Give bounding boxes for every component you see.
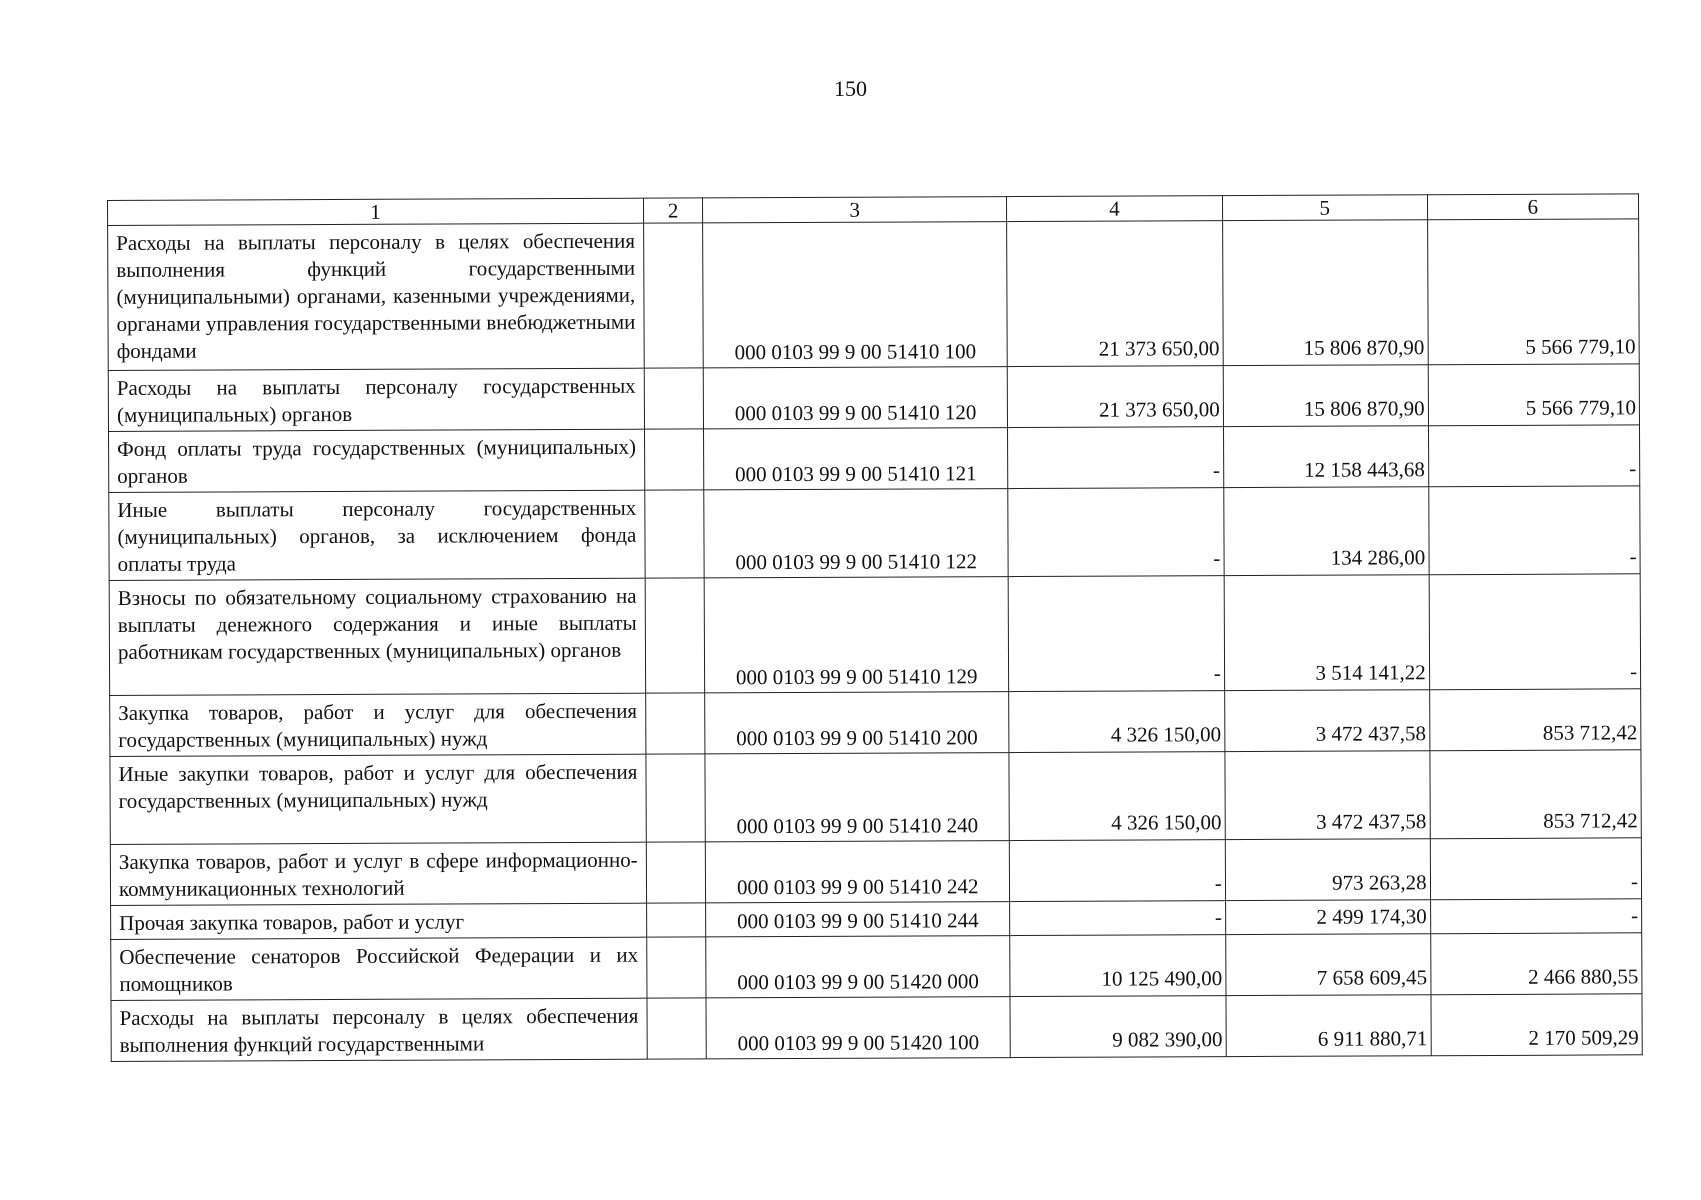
row-name: Иные закупки товаров, работ и услуг для обеспечения государственных (муниципальных) нужд [110, 754, 646, 844]
row-col4: 4 326 150,00 [1009, 752, 1225, 841]
row-code: 000 0103 99 9 00 51410 242 [705, 841, 1009, 903]
row-col6: - [1430, 838, 1642, 900]
row-col5: 15 806 870,90 [1222, 220, 1427, 366]
table-body [108, 219, 1643, 1062]
row-col5: 15 806 870,90 [1223, 365, 1428, 427]
row-col5: 973 263,28 [1225, 839, 1430, 901]
row-col5: 3 472 437,58 [1224, 690, 1429, 752]
row-code: 000 0103 99 9 00 51410 121 [704, 428, 1008, 490]
row-col4: 10 125 490,00 [1010, 935, 1226, 997]
row-col6: 5 566 779,10 [1427, 219, 1639, 365]
row-name: Иные выплаты персоналу государственных (муниципальных) органов, за исключением фонда оплаты труда [109, 490, 645, 580]
row-code: 000 0103 99 9 00 51410 240 [705, 753, 1009, 842]
header-col-4: 4 [1007, 196, 1223, 222]
row-col2 [647, 998, 707, 1059]
row-col2 [646, 754, 706, 842]
row-col2 [645, 578, 705, 693]
header-col-3: 3 [703, 197, 1007, 223]
row-name: Расходы на выплаты персоналу государственных (муниципальных) органов [108, 368, 644, 431]
page-number: 150 [834, 76, 867, 101]
table-row [111, 933, 1642, 1001]
table-row [110, 838, 1641, 906]
row-col6: - [1428, 425, 1640, 487]
header-col-1: 1 [108, 198, 644, 225]
row-col2 [647, 937, 707, 998]
table-row [110, 689, 1641, 757]
row-col4: 9 082 390,00 [1010, 996, 1226, 1058]
row-code: 000 0103 99 9 00 51410 120 [703, 367, 1007, 429]
table-row [108, 219, 1640, 371]
row-col4: 21 373 650,00 [1007, 366, 1223, 428]
table-row [110, 750, 1641, 845]
row-col4: - [1008, 576, 1224, 692]
row-code: 000 0103 99 9 00 51410 100 [703, 222, 1008, 368]
table-row [111, 994, 1642, 1062]
row-col2 [645, 490, 705, 578]
row-code: 000 0103 99 9 00 51420 100 [706, 997, 1010, 1059]
row-code: 000 0103 99 9 00 51410 200 [705, 692, 1009, 754]
row-col6: 2 466 880,55 [1430, 933, 1642, 995]
row-col4: 4 326 150,00 [1009, 691, 1225, 753]
row-col4: 21 373 650,00 [1007, 221, 1223, 367]
row-col5: 2 499 174,30 [1225, 900, 1430, 935]
row-col5: 134 286,00 [1224, 487, 1429, 576]
row-col2 [646, 842, 706, 903]
row-col2 [646, 693, 706, 754]
row-col2 [644, 429, 704, 490]
row-name: Фонд оплаты труда государственных (муниципальных) органов [109, 429, 645, 492]
row-code: 000 0103 99 9 00 51410 122 [704, 489, 1008, 578]
table-row [108, 364, 1639, 432]
row-col6: 5 566 779,10 [1428, 364, 1640, 426]
header-col-5: 5 [1222, 195, 1427, 221]
row-name: Прочая закупка товаров, работ и услуг [111, 903, 647, 939]
row-name: Расходы на выплаты персоналу в целях обеспечения выполнения функций государственными [111, 998, 647, 1061]
row-col2 [646, 903, 705, 937]
row-col6: - [1430, 899, 1642, 934]
header-col-2: 2 [643, 198, 702, 223]
row-name: Закупка товаров, работ и услуг для обеспечения государственных (муниципальных) нужд [110, 693, 646, 756]
row-col4: - [1008, 488, 1224, 577]
row-code: 000 0103 99 9 00 51420 000 [706, 936, 1010, 998]
row-name: Обеспечение сенаторов Российской Федерации и их помощников [111, 937, 647, 1000]
row-col5: 6 911 880,71 [1226, 995, 1431, 1057]
table-row [109, 574, 1640, 696]
row-col6: - [1428, 486, 1640, 575]
row-col6: - [1429, 574, 1641, 690]
row-col5: 3 472 437,58 [1225, 751, 1430, 840]
row-name: Взносы по обязательному социальному страхованию на выплаты денежного содержания и иные выплаты работникам государственных (муниципальных) органов [109, 578, 645, 695]
row-col2 [644, 368, 704, 429]
row-col5: 3 514 141,22 [1224, 575, 1429, 691]
budget-table [107, 193, 1643, 1062]
table-row [109, 425, 1640, 493]
row-col5: 7 658 609,45 [1226, 934, 1431, 996]
table-row [109, 486, 1640, 581]
row-col6: 2 170 509,29 [1431, 994, 1643, 1056]
row-col6: 853 712,42 [1430, 750, 1642, 839]
row-name: Закупка товаров, работ и услуг в сфере информационно-коммуникационных технологий [110, 842, 646, 905]
row-col4: - [1008, 427, 1224, 489]
row-col4: - [1009, 840, 1225, 902]
header-col-6: 6 [1427, 194, 1638, 220]
row-col6: 853 712,42 [1429, 689, 1641, 751]
row-col5: 12 158 443,68 [1223, 426, 1428, 488]
row-code: 000 0103 99 9 00 51410 244 [706, 902, 1010, 937]
row-code: 000 0103 99 9 00 51410 129 [704, 577, 1009, 693]
row-name: Расходы на выплаты персоналу в целях обеспечения выполнения функций государственными (муниципальными) органами, казенными учреждениями, органами управления государственными внебюджетными фондами [108, 223, 644, 370]
row-col2 [643, 223, 703, 368]
row-col4: - [1010, 901, 1226, 936]
